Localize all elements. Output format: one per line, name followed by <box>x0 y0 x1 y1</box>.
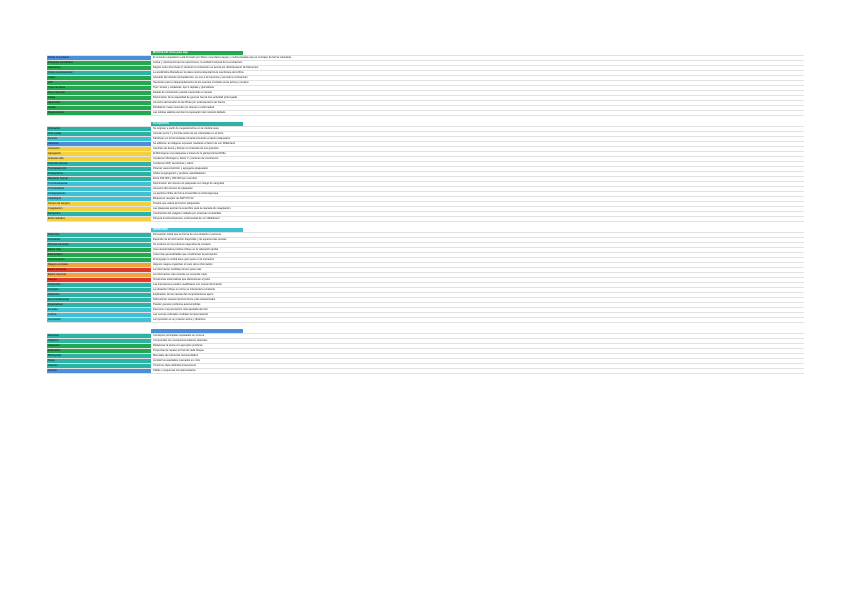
label-cell[interactable]: Evaluación <box>47 349 151 353</box>
label-cell[interactable]: Cultura <box>47 313 151 317</box>
table-row <box>47 318 804 323</box>
label-cell[interactable]: Formación <box>47 238 151 242</box>
sheet-section <box>47 228 804 323</box>
text-cell[interactable]: Pueden generar profecías autocumplidas <box>153 303 201 306</box>
label-cell[interactable]: Efecto halo <box>47 248 151 252</box>
section-title[interactable] <box>151 329 243 333</box>
label-cell[interactable]: Fibras musculares <box>47 56 151 60</box>
text-cell[interactable]: Las impresiones pueden modificarse con nueva información <box>153 283 223 286</box>
header-label-cell[interactable] <box>47 122 151 126</box>
text-cell[interactable]: La información recibida primero pesa más <box>153 268 202 271</box>
label-cell[interactable]: Objetivos <box>47 339 151 343</box>
text-cell[interactable]: Aumento del tamaño de las fibras por entrenamiento de fuerza <box>153 101 225 104</box>
label-cell[interactable]: Empatía <box>47 308 151 312</box>
text-cell[interactable]: Las células satélite permiten la reparación del músculo dañado <box>153 111 226 114</box>
text-cell[interactable]: Depende de la información disponible y de experiencias previas <box>153 238 227 241</box>
text-cell[interactable]: Explicación de las causas del comportamiento ajeno <box>153 293 214 296</box>
label-cell[interactable]: Gránulos alfa <box>47 157 151 161</box>
text-cell[interactable]: Preguntas de repaso al final de cada bloque <box>153 349 204 352</box>
text-cell[interactable]: Contracción del coágulo mediada por proteínas contráctiles <box>153 212 222 215</box>
label-cell[interactable]: Regeneración <box>47 111 151 115</box>
text-cell[interactable]: Bloquea el receptor de ADP P2Y12 <box>153 197 194 200</box>
label-cell[interactable]: Antiagregantes <box>47 192 151 196</box>
label-cell[interactable]: Activación <box>47 147 151 151</box>
text-cell[interactable]: Las normas culturales modulan la interpretación <box>153 313 209 316</box>
table-row <box>47 369 804 374</box>
text-cell[interactable]: La impresión es un proceso activo y dinámico <box>153 318 206 321</box>
label-cell[interactable]: Adhesión <box>47 142 151 146</box>
text-cell[interactable]: Liberado del retículo sarcoplásmico, se une a la troponina y permite la contracción <box>153 76 248 79</box>
label-cell[interactable]: Tiempo de sangría <box>47 202 151 206</box>
label-cell[interactable]: Estereotipos <box>47 253 151 257</box>
label-cell[interactable]: Coagulación <box>47 207 151 211</box>
text-cell[interactable]: Se originan a partir de megacariocitos en la médula ósea <box>153 127 219 130</box>
sheet-section <box>47 122 804 222</box>
label-cell[interactable]: Agregación <box>47 152 151 156</box>
table-row <box>47 111 804 116</box>
text-cell[interactable]: Tablas y esquemas complementarios <box>153 369 196 372</box>
text-cell[interactable]: Cambian de forma y liberan el contenido de sus gránulos <box>153 147 219 150</box>
label-cell[interactable]: Trombocitosis <box>47 187 151 191</box>
text-cell[interactable]: Inhibe la agregación y produce vasodilatación <box>153 172 206 175</box>
text-cell[interactable]: La acetilcolina liberada en la placa motora despolariza la membrana de la fibra <box>153 71 244 74</box>
label-cell[interactable]: Rasgos centrales <box>47 263 151 267</box>
label-cell[interactable]: Enfermedades <box>47 217 151 221</box>
text-cell[interactable]: Pérdida de masa muscular por desuso o enfermedad <box>153 106 215 109</box>
label-cell[interactable]: Gránulos densos <box>47 162 151 166</box>
text-cell[interactable]: Contienen fibrinógeno, factor V y factores de crecimiento <box>153 157 219 160</box>
header-label-cell[interactable] <box>47 51 151 55</box>
text-cell[interactable]: Circulan entre 7 y 10 días antes de ser eliminadas en el bazo <box>153 132 224 135</box>
text-cell[interactable]: Relacionar la teoría con ejemplos prácticos <box>153 344 203 347</box>
label-cell[interactable]: Atribución <box>47 293 151 297</box>
label-cell[interactable]: Tono muscular <box>47 91 151 95</box>
label-cell[interactable]: Formación <box>47 127 151 131</box>
text-cell[interactable]: Entre 150.000 y 450.000 por microlitro <box>153 177 198 180</box>
label-cell[interactable]: Bibliografía <box>47 354 151 358</box>
label-cell[interactable]: Trombocitopenia <box>47 182 151 186</box>
label-cell[interactable]: Clopidogrel <box>47 197 151 201</box>
text-cell[interactable]: Participan en la hemostasia primaria formando el tapón plaquetario <box>153 137 231 140</box>
text-cell[interactable]: Ampliar los apartados marcados en color <box>153 359 201 362</box>
label-cell[interactable]: Primera impresión <box>47 243 151 247</box>
text-cell[interactable]: Sobrestimar causas internas frente a las situacionales <box>153 298 216 301</box>
header-label-cell[interactable] <box>47 329 151 333</box>
label-cell[interactable]: Función <box>47 137 151 141</box>
text-cell[interactable]: Comprender los mecanismos básicos descritos <box>153 339 208 342</box>
header-label-cell[interactable] <box>47 228 151 232</box>
label-cell[interactable]: Atrofia <box>47 106 151 110</box>
label-cell[interactable]: Contexto <box>47 288 151 292</box>
label-cell[interactable]: Sarcómero <box>47 66 151 70</box>
label-cell[interactable]: Definición <box>47 233 151 237</box>
text-cell[interactable]: Estado de contracción parcial mantenido en reposo <box>153 91 213 94</box>
label-cell[interactable]: Hipertrofia <box>47 101 151 105</box>
label-cell[interactable]: Tromboxano A2 <box>47 167 151 171</box>
label-cell[interactable]: Error fundamental <box>47 298 151 302</box>
label-cell[interactable]: Tipos de fibras <box>47 86 151 90</box>
label-cell[interactable]: Conclusión <box>47 318 151 322</box>
label-cell[interactable]: Anexos <box>47 369 151 373</box>
label-cell[interactable]: Sesgos <box>47 278 151 282</box>
label-cell[interactable]: Resumen <box>47 334 151 338</box>
text-cell[interactable]: Términos clave definidos brevemente <box>153 364 197 367</box>
text-cell[interactable]: Las plaquetas aportan la superficie para la cascada de coagulación <box>153 207 231 210</box>
sheet-section <box>47 329 804 374</box>
text-cell[interactable]: Manuales de referencia recomendados <box>153 354 198 357</box>
label-cell[interactable]: Efecto recencia <box>47 273 151 277</box>
spreadsheet <box>47 51 804 380</box>
text-cell[interactable]: Necesario para el desacoplamiento de los puentes cruzados entre actina y miosina <box>153 81 249 84</box>
text-cell[interactable]: El fibrinógeno une plaquetas a través de la glicoproteína IIb/IIIa <box>153 152 226 155</box>
text-cell[interactable]: Disminución del número de plaquetas con riesgo de sangrado <box>153 182 225 185</box>
label-cell[interactable]: Comunicación <box>47 258 151 262</box>
text-cell[interactable]: Se adhieren al colágeno expuesto mediante el factor de von Willebrand <box>153 142 236 145</box>
label-cell[interactable]: ATP <box>47 81 151 85</box>
text-cell[interactable]: El músculo esquelético está formado por fibras musculares largas y multinucleadas que se contraen de forma voluntaria <box>153 56 291 59</box>
table-row <box>47 217 804 222</box>
label-cell[interactable]: Calcio <box>47 76 151 80</box>
sheet-section <box>47 51 804 116</box>
text-cell[interactable]: Contienen ADP, serotonina y calcio <box>153 162 194 165</box>
label-cell[interactable]: Expectativas <box>47 303 151 307</box>
label-cell[interactable]: Fatiga <box>47 96 151 100</box>
label-cell[interactable]: Retracción <box>47 212 151 216</box>
text-cell[interactable]: Creencias generalizadas que condicionan la percepción <box>153 253 218 256</box>
text-cell[interactable]: Tipo I lentas y oxidativas; tipo II rápidas y glucolíticas <box>153 86 214 89</box>
text-cell[interactable]: Una característica positiva influye en la valoración global <box>153 248 219 251</box>
section-title[interactable]: IMPRESIÓN <box>151 228 243 232</box>
text-cell[interactable]: Potente vasoconstrictor y agregante plaquetario <box>153 167 209 170</box>
label-cell[interactable]: Recuento normal <box>47 177 151 181</box>
label-cell[interactable]: Unión neuromuscular <box>47 71 151 75</box>
text-cell[interactable]: La situación influye en cómo se interpreta la conducta <box>153 288 215 291</box>
label-cell[interactable]: Vida media <box>47 132 151 136</box>
text-cell[interactable]: Púrpura trombocitopénica, enfermedad de von Willebrand <box>153 217 220 220</box>
text-cell[interactable]: Tendencias sistemáticas que distorsionan el juicio <box>153 278 211 281</box>
text-cell[interactable]: Algunos rasgos organizan el resto de la información <box>153 263 213 266</box>
text-cell[interactable]: Prueba que valora la función plaquetaria <box>153 202 200 205</box>
section-title[interactable]: MUSCULAR: Sirve para algo <box>151 51 243 55</box>
text-cell[interactable]: Disminución de la capacidad de generar fuerza tras actividad prolongada <box>153 96 237 99</box>
label-cell[interactable]: Glosario <box>47 364 151 368</box>
text-cell[interactable]: El lenguaje no verbal tiene gran peso en la impresión <box>153 258 215 261</box>
text-cell[interactable]: Aumento del número de plaquetas <box>153 187 193 190</box>
text-cell[interactable]: Percepción inicial que se forma de una situación o persona <box>153 233 221 236</box>
text-cell[interactable]: Favorece una percepción más ajustada del otro <box>153 308 208 311</box>
text-cell[interactable]: Actina y miosina forman los sarcómeros, la unidad funcional de la contracción <box>153 61 243 64</box>
section-title[interactable]: PLAQUETAS <box>151 122 243 126</box>
label-cell[interactable]: Notas <box>47 359 151 363</box>
label-cell[interactable]: Prostaciclina <box>47 172 151 176</box>
text-cell[interactable]: La información más reciente se recuerda mejor <box>153 273 208 276</box>
label-cell[interactable]: Corrección <box>47 283 151 287</box>
label-cell[interactable]: Aplicación <box>47 344 151 348</box>
text-cell[interactable]: Se produce en los primeros segundos de contacto <box>153 243 211 246</box>
label-cell[interactable]: Proteínas contráctiles <box>47 61 151 65</box>
text-cell[interactable]: La aspirina inhibe de forma irreversible la ciclooxigenasa <box>153 192 219 195</box>
label-cell[interactable]: Efecto primacía <box>47 268 151 272</box>
text-cell[interactable]: Conceptos principales repasados en el tema <box>153 334 205 337</box>
text-cell[interactable]: Región entre dos líneas Z; durante la contracción se acorta por deslizamiento de filamentos <box>153 66 259 69</box>
